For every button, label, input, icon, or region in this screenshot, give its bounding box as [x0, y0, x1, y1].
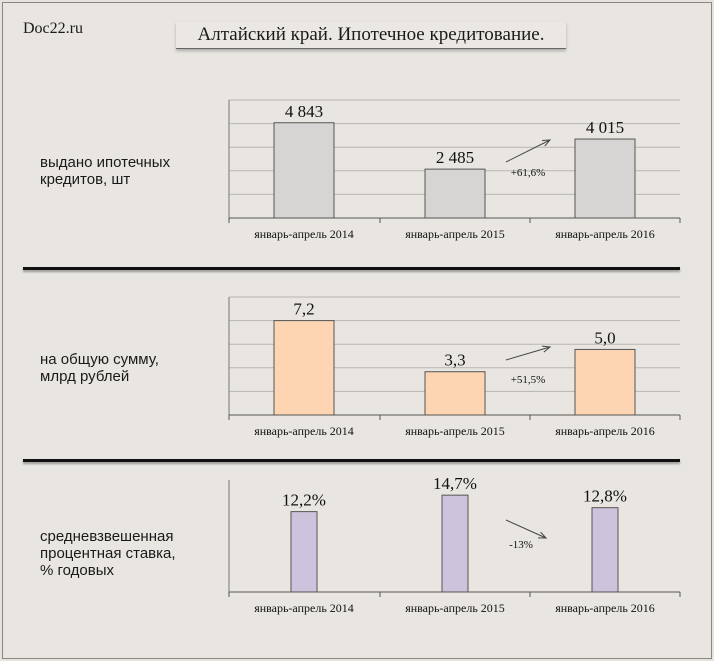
panel-0-value-label-1: 2 485 [435, 148, 475, 168]
panel-2-category-label-1: январь-апрель 2015 [405, 601, 505, 615]
row-label-rate: средневзвешенная процентная ставка, % годовых [40, 528, 176, 579]
site-name: Doc22.ru [23, 20, 83, 37]
panel-2-change-arrow [506, 520, 546, 538]
panel-1-bar-0 [274, 321, 334, 415]
row-label-sum: на общую сумму, млрд рублей [40, 351, 159, 385]
panel-0-bar-1 [425, 169, 485, 218]
panel-1-value-label-1: 3,3 [444, 350, 466, 370]
panel-0-value-label-2: 4 015 [585, 118, 625, 138]
panel-0-category-label-0: январь-апрель 2014 [254, 227, 354, 241]
panel-1-category-label-0: январь-апрель 2014 [254, 424, 354, 438]
panel-1-bar-1 [425, 372, 485, 415]
panel-0-change-arrow [506, 140, 550, 162]
panel-1-value-label-0: 7,2 [293, 299, 315, 319]
panel-2-value-label-2: 12,8% [583, 486, 627, 506]
panel-2-bar-0 [291, 512, 317, 592]
panel-2-category-label-0: январь-апрель 2014 [254, 601, 354, 615]
chart-title: Алтайский край. Ипотечное кредитование. [176, 22, 566, 49]
panel-2-value-label-0: 12,2% [282, 490, 326, 510]
panel-1-bar-2 [575, 349, 635, 415]
panel-2-value-label-1: 14,7% [433, 474, 477, 494]
panel-1-category-label-2: январь-апрель 2016 [555, 424, 655, 438]
panel-0-bar-0 [274, 123, 334, 218]
panel-0-category-label-2: январь-апрель 2016 [555, 227, 655, 241]
panel-2-bar-1 [442, 495, 468, 592]
panel-0-category-label-1: январь-апрель 2015 [405, 227, 505, 241]
panel-1-change-label: +51,5% [510, 374, 546, 386]
panel-1-category-label-1: январь-апрель 2015 [405, 424, 505, 438]
panel-2-bar-2 [592, 508, 618, 592]
row-label-count: выдано ипотечных кредитов, шт [40, 154, 171, 188]
panel-0-change-label: +61,6% [510, 167, 546, 179]
panel-2-change-label: -13% [509, 539, 533, 551]
panel-0-bar-2 [575, 139, 635, 218]
panel-0-value-label-0: 4 843 [284, 101, 324, 121]
panel-1-value-label-2: 5,0 [594, 328, 616, 348]
panel-1-change-arrow [506, 347, 550, 360]
panel-2-category-label-2: январь-апрель 2016 [555, 601, 655, 615]
